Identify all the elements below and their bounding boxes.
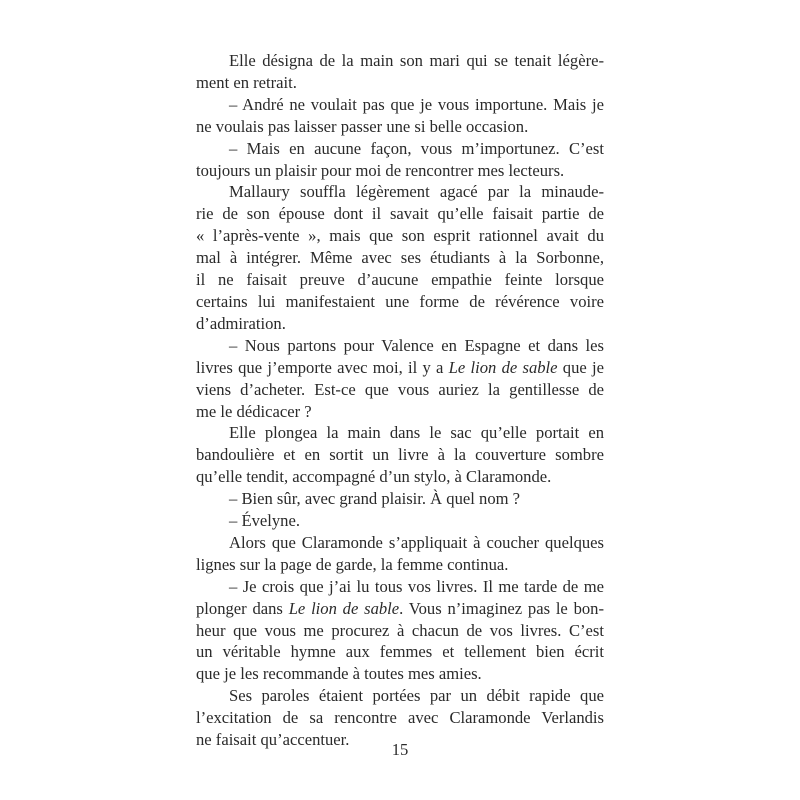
text-run: lignes sur la page de garde, la femme continua. <box>196 554 509 574</box>
text-run: me le dédicacer ? <box>196 401 312 421</box>
text-line <box>196 72 604 94</box>
paragraph <box>196 576 604 686</box>
text-run: rie de son épouse dont il savait qu’elle faisait partie de <box>196 204 604 224</box>
text-run: plonger dans <box>196 598 289 618</box>
text-run: – Mais en aucune façon, vous m’importunez. C’est <box>229 138 604 158</box>
text-line <box>196 444 604 466</box>
text-line <box>196 554 604 576</box>
text-run: ne faisait qu’accentuer. <box>196 730 350 750</box>
text-line <box>196 422 604 444</box>
text-line <box>196 401 604 423</box>
paragraph <box>196 532 604 576</box>
text-run: Ses paroles étaient portées par un débit rapide que <box>229 686 604 706</box>
text-line <box>196 466 604 488</box>
text-line <box>196 576 604 598</box>
body-text <box>196 50 604 751</box>
text-line <box>196 269 604 291</box>
text-run: Elle désigna de la main son mari qui se tenait légère- <box>229 51 604 70</box>
text-line <box>196 488 604 510</box>
text-line <box>196 335 604 357</box>
text-run: heur que vous me procurez à chacun de vos livres. C’est <box>196 620 604 640</box>
text-run: viens d’acheter. Est-ce que vous auriez la gentillesse de <box>196 379 604 399</box>
text-line <box>196 598 604 620</box>
text-run: que je les recommande à toutes mes amies. <box>196 664 482 684</box>
text-line <box>196 379 604 401</box>
text-run: que je <box>557 357 605 377</box>
text-run: – Je crois que j’ai lu tous vos livres. Il me tarde de me <box>229 576 604 596</box>
text-line <box>196 181 604 203</box>
text-line <box>196 641 604 663</box>
text-run: – André ne voulait pas que je vous importune. Mais je <box>229 94 604 114</box>
paragraph <box>196 181 604 334</box>
text-line <box>196 510 604 532</box>
text-line <box>196 532 604 554</box>
text-run: – Évelyne. <box>229 511 300 531</box>
text-line <box>196 203 604 225</box>
text-line <box>196 116 604 138</box>
text-run: toujours un plaisir pour moi de rencontrer mes lecteurs. <box>196 160 565 180</box>
paragraph <box>196 488 604 510</box>
paragraph <box>196 335 604 423</box>
text-run: un véritable hymne aux femmes et tellement bien écrit <box>196 642 604 662</box>
text-line <box>196 357 604 379</box>
paragraph <box>196 510 604 532</box>
page-number: 15 <box>391 740 409 759</box>
text-line <box>196 313 604 335</box>
paragraph <box>196 50 604 94</box>
text-run: d’admiration. <box>196 313 286 333</box>
text-line <box>196 707 604 729</box>
text-line <box>196 160 604 182</box>
text-run: . Vous n’imaginez pas le bon- <box>399 598 604 618</box>
text-run: qu’elle tendit, accompagné d’un stylo, à Claramonde. <box>196 467 552 487</box>
text-line <box>196 50 604 72</box>
text-run: bandoulière et en sortit un livre à la couverture sombre <box>196 445 604 465</box>
text-line <box>196 247 604 269</box>
text-run: – Bien sûr, avec grand plaisir. À quel nom ? <box>229 489 521 509</box>
text-line <box>196 225 604 247</box>
book-title-italic: Le lion de sable <box>288 598 400 618</box>
text-run: Alors que Claramonde s’appliquait à coucher quelques <box>229 532 604 552</box>
text-run: mal à intégrer. Même avec ses étudiants à la Sorbonne, <box>196 248 604 268</box>
paragraph <box>196 94 604 138</box>
text-line <box>196 94 604 116</box>
text-run: – Nous partons pour Valence en Espagne et dans les <box>229 335 604 355</box>
text-run: livres que j’emporte avec moi, il y a <box>196 357 449 377</box>
text-line <box>196 138 604 160</box>
text-run: certains lui manifestaient une forme de révérence voire <box>196 291 604 311</box>
text-run: Mallaury souffla légèrement agacé par la minaude- <box>229 182 604 202</box>
paragraph <box>196 138 604 182</box>
text-run: ne voulais pas laisser passer une si belle occasion. <box>196 116 529 136</box>
text-line <box>196 663 604 685</box>
book-title-italic: Le lion de sable <box>448 357 558 377</box>
text-line <box>196 685 604 707</box>
paragraph <box>196 422 604 488</box>
text-run: l’excitation de sa rencontre avec Claramonde Verlandis <box>196 708 604 728</box>
text-line <box>196 620 604 642</box>
text-run: ment en retrait. <box>196 72 297 92</box>
text-run: il ne faisait preuve d’aucune empathie feinte lorsque <box>196 270 604 290</box>
text-line <box>196 291 604 313</box>
text-run: Elle plongea la main dans le sac qu’elle portait en <box>229 423 604 443</box>
text-run: « l’après-vente », mais que son esprit rationnel avait du <box>196 226 604 246</box>
